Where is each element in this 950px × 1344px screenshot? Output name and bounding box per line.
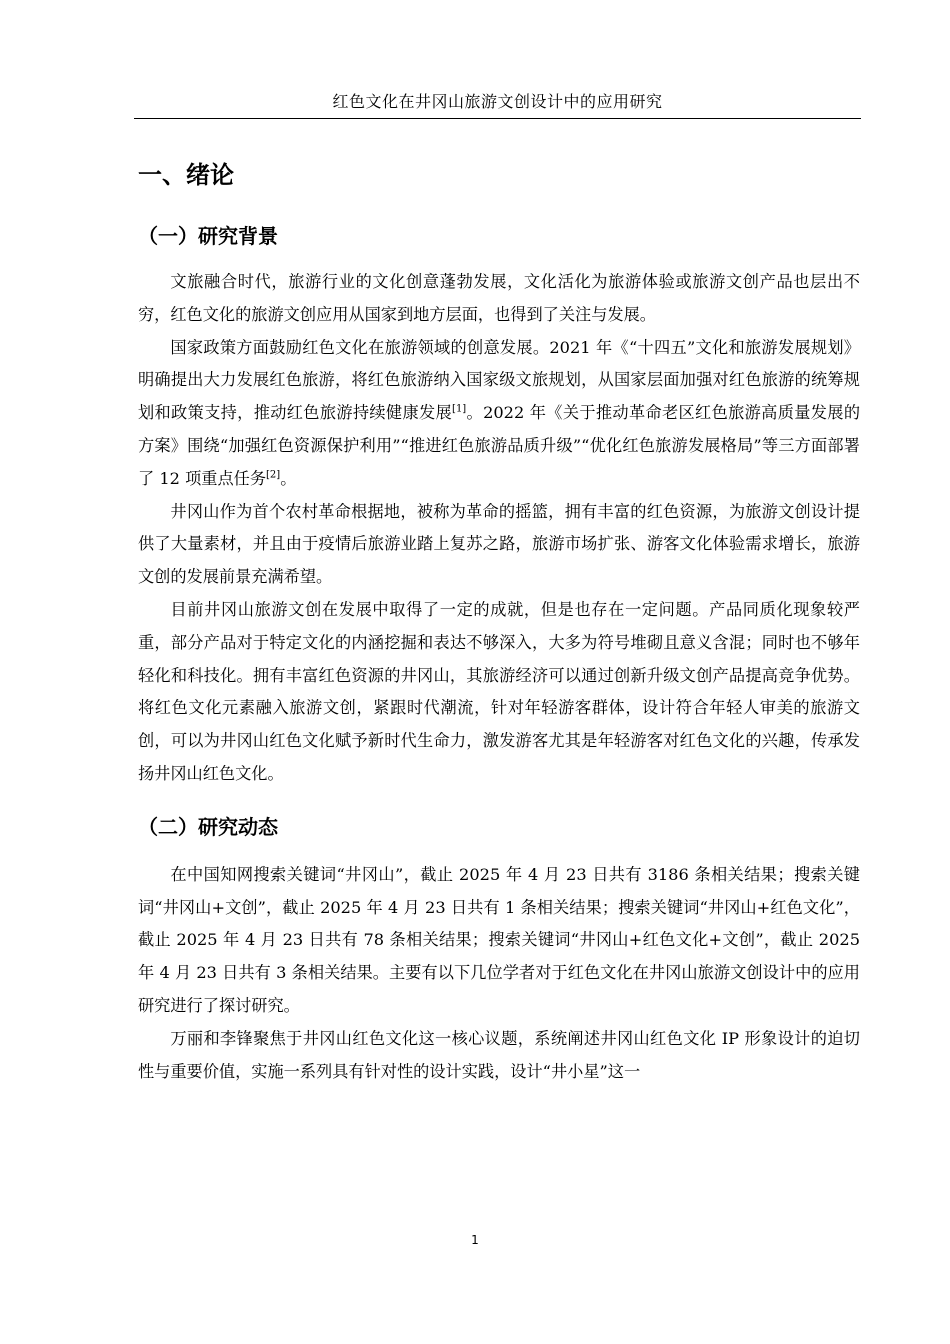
paragraph-status-2: 万丽和李锋聚焦于井冈山红色文化这一核心议题，系统阐述井冈山红色文化 IP 形象设计的迫切性与重要价值，实施一系列具有针对性的设计实践，设计“井小星”这一 — [138, 1028, 860, 1081]
paragraph-text: 。 — [280, 468, 297, 488]
paragraph-background-2 — [138, 332, 860, 496]
page-number: 1 — [471, 1233, 479, 1247]
paragraph-text: 国家政策方面鼓励红色文化在旅游领域的创意发展。2021 年《“十四五”文化和旅游发展规划》明确提出大力发展红色旅游，将红色旅游纳入国家级文旅规划，从国家层面加强对红色旅游的统筹规划和政策支持，推动红色旅游持续健康发展 — [138, 337, 860, 423]
section-title-research-status: （二）研究动态 — [138, 814, 278, 839]
citation-ref-2[interactable]: [2] — [266, 469, 281, 481]
paragraph-background-1: 文旅融合时代，旅游行业的文化创意蓬勃发展，文化活化为旅游体验或旅游文创产品也层出不穷，红色文化的旅游文创应用从国家到地方层面，也得到了关注与发展。 — [138, 272, 860, 324]
citation-ref-1[interactable]: [1] — [452, 403, 467, 415]
paragraph-text: 。2022 年《关于推动革命老区红色旅游高质量发展的方案》围绕“加强红色资源保护利用”“推进红色旅游品质升级”“优化红色旅游发展格局”等三方面部署了 12 项重点任务 — [138, 403, 860, 488]
paragraph-background-3: 井冈山作为首个农村革命根据地，被称为革命的摇篮，拥有丰富的红色资源，为旅游文创设计提供了大量素材，并且由于疫情后旅游业踏上复苏之路，旅游市场扩张、游客文化体验需求增长，旅游文创的发展前景充满希望。 — [138, 501, 860, 587]
paragraph-background-4: 目前井冈山旅游文创在发展中取得了一定的成就，但是也存在一定问题。产品同质化现象较严重，部分产品对于特定文化的内涵挖掘和表达不够深入，大多为符号堆砌且意义含混；同时也不够年轻化和科技化。拥有丰富红色资源的井冈山，其旅游经济可以通过创新升级文创产品提高竞争优势。将红色文化元素融入旅游文创，紧跟时代潮流，针对年轻游客群体，设计符合年轻人审美的旅游文创，可以为井冈山红色文化赋予新时代生命力，激发游客尤其是年轻游客对红色文化的兴趣，传承发扬井冈山红色文化。 — [138, 599, 860, 783]
section-title-background: （一）研究背景 — [138, 224, 278, 248]
page-body — [138, 148, 860, 1088]
paragraph-status-1: 在中国知网搜索关键词“井冈山”，截止 2025 年 4 月 23 日共有 3186 条相关结果；搜索关键词“井冈山+文创”，截止 2025 年 4 月 23 日共有 1 条相关结果；搜索关键词“井冈山+红色文化”，截止 2025 年 4 月 23 日共有 78 条相关结果；搜索关键词“井冈山+红色文化+文创”，截止 2025 年 4 月 23 日共有 3 条相关结果。主要有以下几位学者对于红色文化在井冈山旅游文创设计中的应用研究进行了探讨研究。 — [138, 864, 860, 1015]
chapter-title: 一、绪论 — [138, 161, 234, 189]
running-header: 红色文化在井冈山旅游文创设计中的应用研究 — [134, 88, 861, 119]
